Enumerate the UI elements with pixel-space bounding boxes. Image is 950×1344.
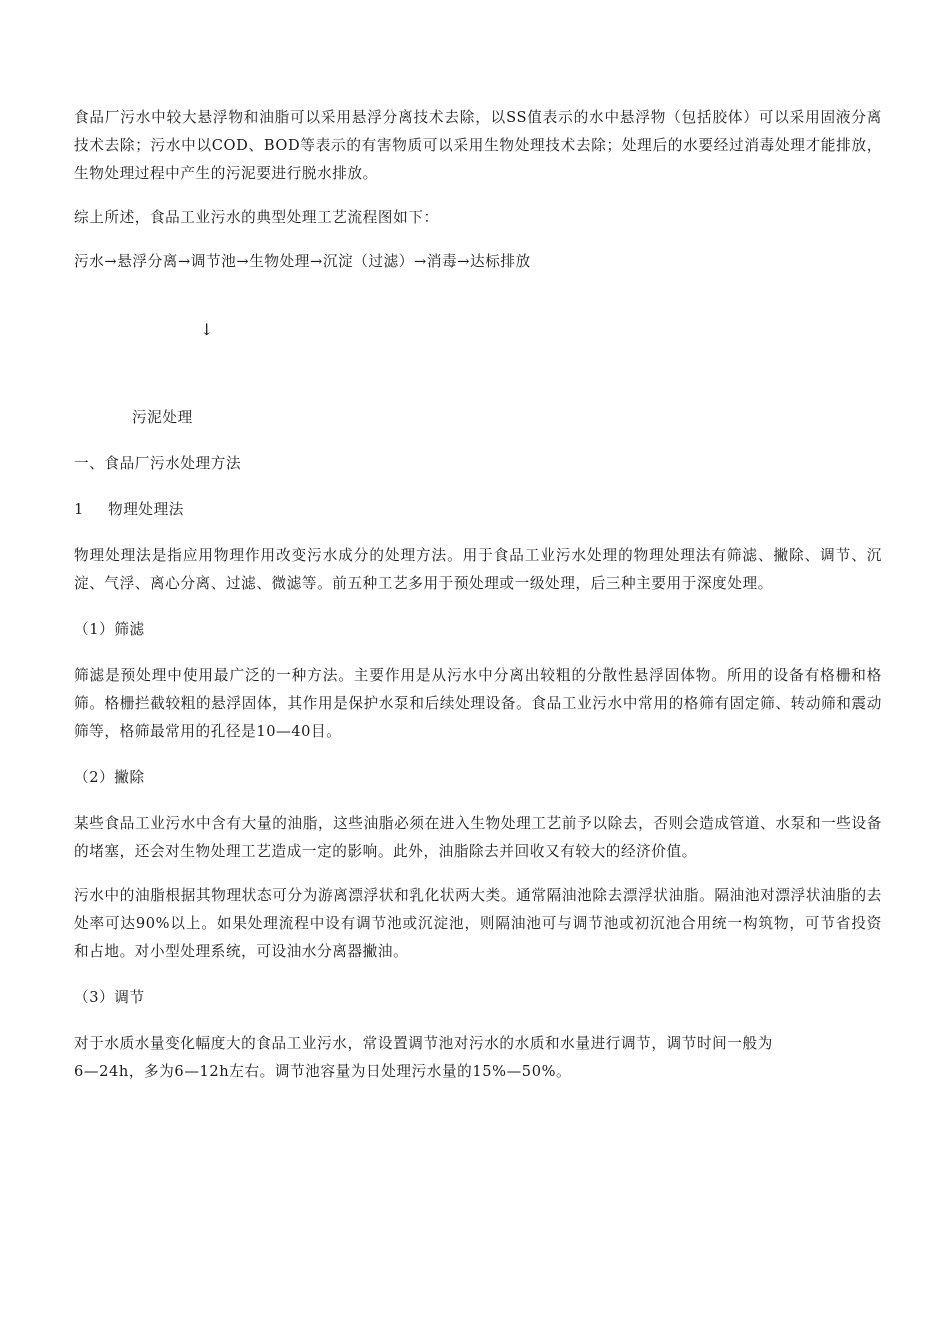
down-arrow-icon: ↓ [200,320,214,339]
adjustment-heading: （3）调节 [74,989,145,1006]
document-body [74,104,882,1086]
skimming-paragraph-2: 污水中的油脂根据其物理状态可分为游离漂浮状和乳化状两大类。通常隔油池除去漂浮状油脂。隔油池对漂浮状油脂的去处率可达90%以上。如果处理流程中设有调节池或沉淀池，则隔油池可与调节池或初沉池合用统一构筑物，可节省投资和占地。对小型处理系统，可设油水分离器撇油。 [74,887,882,960]
subsection-title: 物理处理法 [108,501,184,518]
skimming-heading: （2）撇除 [74,769,145,786]
flow-branch [74,276,882,346]
subsection-number: 1 [74,501,84,518]
sludge-treatment-label: 污泥处理 [132,409,193,426]
summary-paragraph: 综上所述，食品工业污水的典型处理工艺流程图如下： [74,209,439,226]
screening-heading: （1）筛滤 [74,621,145,638]
adjustment-paragraph-line-1: 对于水质水量变化幅度大的食品工业污水，常设置调节池对污水的水质和水量进行调节，调节时间一般为 [74,1035,773,1052]
process-flow-line: 污水→悬浮分离→调节池→生物处理→沉淀（过滤）→消毒→达标排放 [74,253,531,270]
intro-paragraph: 食品厂污水中较大悬浮物和油脂可以采用悬浮分离技术去除，以SS值表示的水中悬浮物（包括胶体）可以采用固液分离技术去除；污水中以COD、BOD等表示的有害物质可以采用生物处理技术去除；处理后的水要经过消毒处理才能排放，生物处理过程中产生的污泥要进行脱水排放。 [74,109,882,182]
adjustment-paragraph-line-2: 6—24h，多为6—12h左右。调节池容量为日处理污水量的15%—50%。 [74,1063,572,1080]
physical-method-paragraph: 物理处理法是指应用物理作用改变污水成分的处理方法。用于食品工业污水处理的物理处理法有筛滤、撇除、调节、沉淀、气浮、离心分离、过滤、微滤等。前五种工艺多用于预处理或一级处理，后三种主要用于深度处理。 [74,547,882,592]
subsection-heading [74,496,882,524]
skimming-paragraph-1: 某些食品工业污水中含有大量的油脂，这些油脂必须在进入生物处理工艺前予以除去，否则会造成管道、水泵和一些设备的堵塞，还会对生物处理工艺造成一定的影响。此外，油脂除去并回收又有较大的经济价值。 [74,815,882,860]
screening-paragraph: 筛滤是预处理中使用最广泛的一种方法。主要作用是从污水中分离出较粗的分散性悬浮固体物。所用的设备有格栅和格筛。格栅拦截较粗的悬浮固体，其作用是保护水泵和后续处理设备。食品工业污水中常用的格筛有固定筛、转动筛和震动筛等，格筛最常用的孔径是10—40目。 [74,667,882,740]
section-heading: 一、食品厂污水处理方法 [74,455,242,472]
